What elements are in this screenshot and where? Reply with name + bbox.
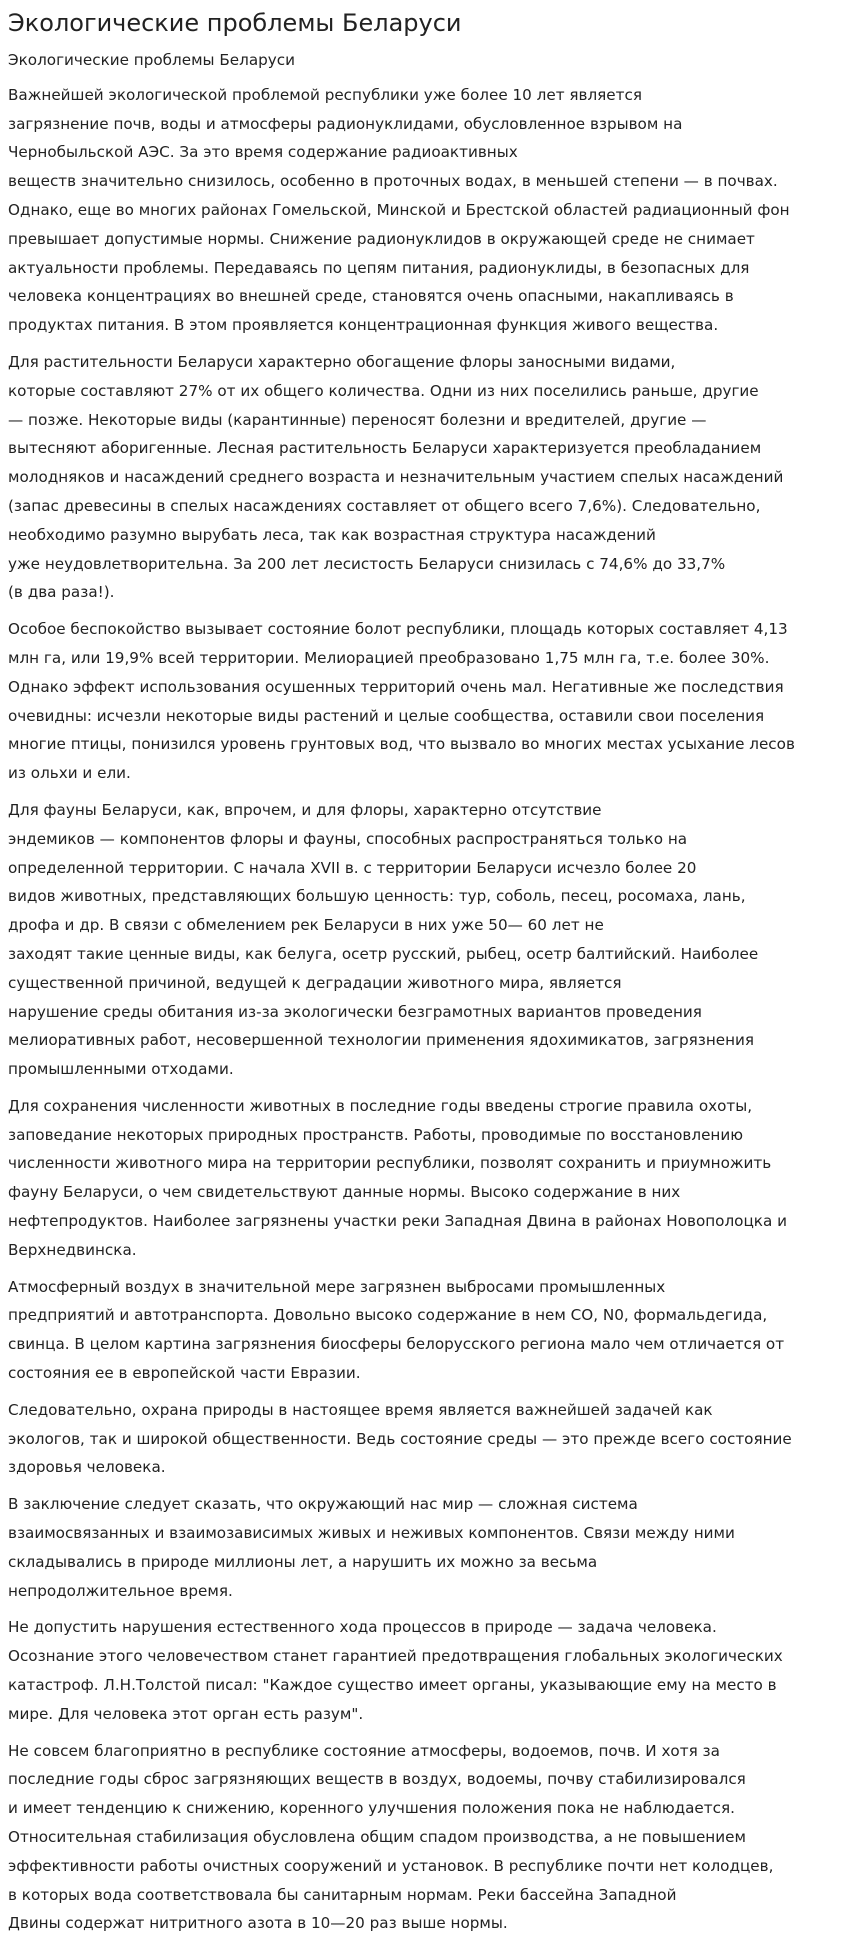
paragraph-fauna: Для фауны Беларуси, как, впрочем, и для флоры, характерно отсутствие эндемиков — компонентов флоры и фауны, способных распространяться только на определенной территории. С начала XVII в. с территории Беларуси исчезло более 20 видов животных, представляющих большую ценность: тур, соболь, песец, росомаха, лань, дрофа и др. В связи с обмелением рек Беларуси в них уже 50— 60 лет не заходят такие ценные виды, как белуга, осетр русский, рыбец, осетр балтийский. Наиболее существенной причиной, ведущей к деградации животного мира, является нарушение среды обитания из-за экологически безграмотных вариантов проведения мелиоративных работ, несовершенной технологии применения ядохимикатов, загрязнения промышленными отходами. [8, 800, 759, 1079]
paragraph-tolstoy-quote: Не допустить нарушения естественного хода процессов в природе — задача человека. Осознание этого человечеством станет гарантией предотвращения глобальных экологических катастроф. Л.Н.Толстой писал: "Каждое существо имеет органы, указывающие ему на место в мире. Для человека этот орган есть разум". [8, 1618, 783, 1723]
paragraph-conclusion: В заключение следует сказать, что окружающий нас мир — сложная система взаимосвязанных и взаимозависимых живых и неживых компонентов. Связи между ними складывались в природе миллионы лет, а нарушить их можно за весьма непродолжительное время. [8, 1495, 735, 1600]
paragraph-swamps: Особое беспокойство вызывает состояние болот республики, площадь которых составляет 4,13 млн га, или 19,9% всей территории. Мелиорацией преобразовано 1,75 млн га, т.е. более 30%. Однако эффект использования осушенных территорий очень мал. Негативные же последствия очевидны: исчезли некоторые виды растений и целые сообщества, оставили свои поселения многие птицы, понизился уровень грунтовых вод, что вызвало во многих местах усыхание лесов из ольхи и ели. [8, 620, 795, 783]
page-title: Экологические проблемы Беларуси [8, 9, 462, 37]
paragraph-nature-protection: Следовательно, охрана природы в настоящее время является важнейшей задачей как экологов, так и широкой общественности. Ведь состояние среды — это прежде всего состояние здоровья человека. [8, 1400, 792, 1477]
paragraph-atmosphere: Атмосферный воздух в значительной мере загрязнен выбросами промышленных предприятий и автотранспорта. Довольно высоко содержание в нем CO, N0, формальдегида, свинца. В целом картина загрязнения биосферы белорусского региона мало чем отличается от состояния ее в европейской части Евразии. [8, 1277, 785, 1383]
paragraph-animal-protection: Для сохранения численности животных в последние годы введены строгие правила охоты, заповедание некоторых природных пространств. Работы, проводимые по восстановлению численности животного мира на территории республики, позволят сохранить и приумножить фауну Беларуси, о чем свидетельствуют данные нормы. Высоко содержание в них нефтепродуктов. Наиболее загрязнены участки реки Западная Двина в районах Новополоцка и Верхнедвинска. [8, 1096, 787, 1259]
paragraph-water-pollution: Не совсем благоприятно в республике состояние атмосферы, водоемов, почв. И хотя за последние годы сброс загрязняющих веществ в воздух, водоемы, почву стабилизировался и имеет тенденцию к снижению, коренного улучшения положения пока не наблюдается. Относительная стабилизация обусловлена общим спадом производства, а не повышением эффективности работы очистных сооружений и установок. В республике почти нет колодцев, в которых вода соответствовала бы санитарным нормам. Реки бассейна Западной Двины содержат нитритного азота в 10—20 раз выше нормы. [8, 1741, 774, 1933]
paragraph-radionuclides: Важнейшей экологической проблемой республики уже более 10 лет является загрязнение почв, воды и атмосферы радионуклидами, обусловленное взрывом на Чернобыльской АЭС. За это время содержание радиоактивных веществ значительно снизилось, особенно в проточных водах, в меньшей степени — в почвах. Однако, еще во многих районах Гомельской, Минской и Брестской областей радиационный фон превышает допустимые нормы. Снижение радионуклидов в окружающей среде не снимает актуальности проблемы. Передаваясь по цепям питания, радионуклиды, в безопасных для человека концентрациях во внешней среде, становятся очень опасными, накапливаясь в продуктах питания. В этом проявляется концентрационная функция живого вещества. [8, 85, 790, 335]
paragraph-flora: Для растительности Беларуси характерно обогащение флоры заносными видами, которые составляют 27% от их общего количества. Одни из них поселились раньше, другие — позже. Некоторые виды (карантинные) переносят болезни и вредителей, другие — вытесняют аборигенные. Лесная растительность Беларуси характеризуется преобладанием молодняков и насаждений среднего возраста и незначительным участием спелых насаждений (запас древесины в спелых насаждениях составляет от общего всего 7,6%). Следовательно, необходимо разумно вырубать леса, так как возрастная структура насаждений уже неудовлетворительна. За 200 лет лесистость Беларуси снизилась с 74,6% до 33,7% (в два раза!). [8, 352, 784, 602]
page-subtitle: Экологические проблемы Беларуси [8, 51, 295, 69]
